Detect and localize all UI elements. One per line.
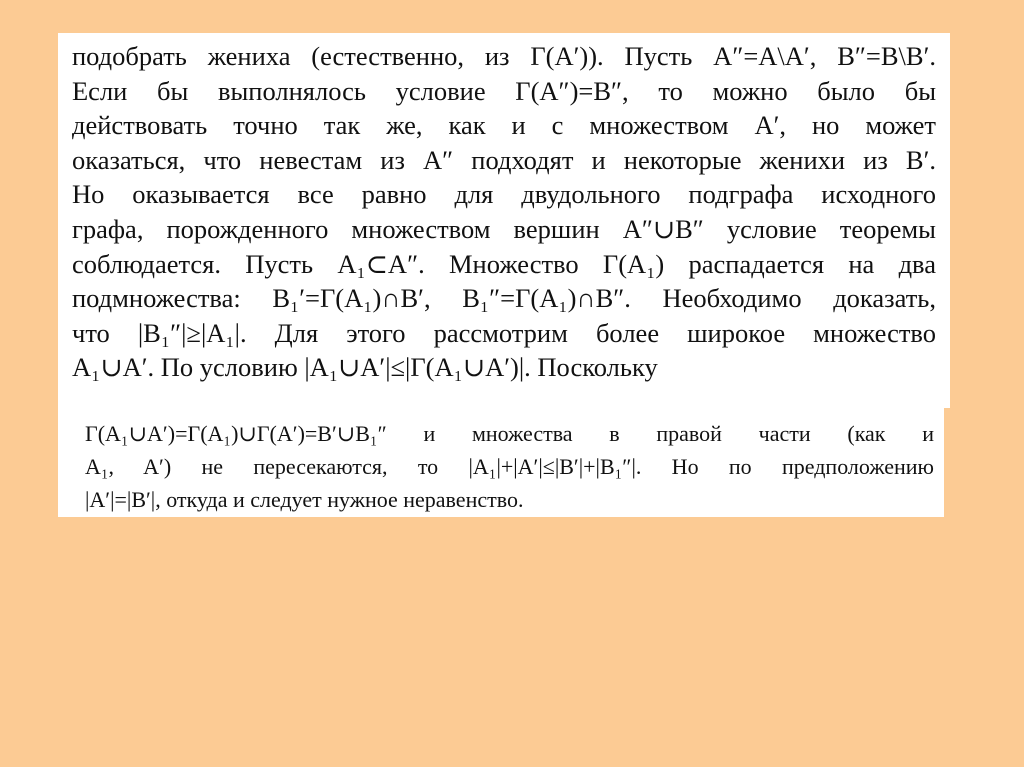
text-line: Если бы выполнялось условие Γ(A″)=B″, то можно было бы <box>72 75 936 106</box>
text-line: действовать точно так же, как и с множеством A′, но может <box>72 110 936 141</box>
text-line: A₁∪A′. По условию |A₁∪A′|≤|Γ(A₁∪A′)|. Поскольку <box>72 352 658 383</box>
text-line: оказаться, что невестам из A″ подходят и некоторые женихи из B′. <box>72 144 936 175</box>
text-line: соблюдается. Пусть A₁⊂A″. Множество Γ(A₁) распадается на два <box>72 248 936 279</box>
text-line: подмножества: B₁′=Γ(A₁)∩B′, B₁″=Γ(A₁)∩B″. Необходимо доказать, <box>72 283 936 314</box>
text-line: A₁, A′) не пересекаются, то |A₁|+|A′|≤|B′|+|B₁″|. Но по предположению <box>85 454 934 479</box>
text-panel-lower <box>58 408 944 517</box>
text-line: графа, порожденного множеством вершин A″∪B″ условие теоремы <box>72 213 936 244</box>
text-line: что |B₁″|≥|A₁|. Для этого рассмотрим более широкое множество <box>72 317 936 348</box>
text-line: |A′|=|B′|, откуда и следует нужное неравенство. <box>85 487 524 512</box>
text-line: подобрать жениха (естественно, из Γ(A′)). Пусть A″=A\A′, B″=B\B′. <box>72 41 936 71</box>
text-line: Но оказывается все равно для двудольного подграфа исходного <box>72 179 936 210</box>
text-line: Γ(A₁∪A′)=Γ(A₁)∪Γ(A′)=B′∪B₁″ и множества в правой части (как и <box>85 421 934 446</box>
text-panel-upper <box>58 33 950 408</box>
